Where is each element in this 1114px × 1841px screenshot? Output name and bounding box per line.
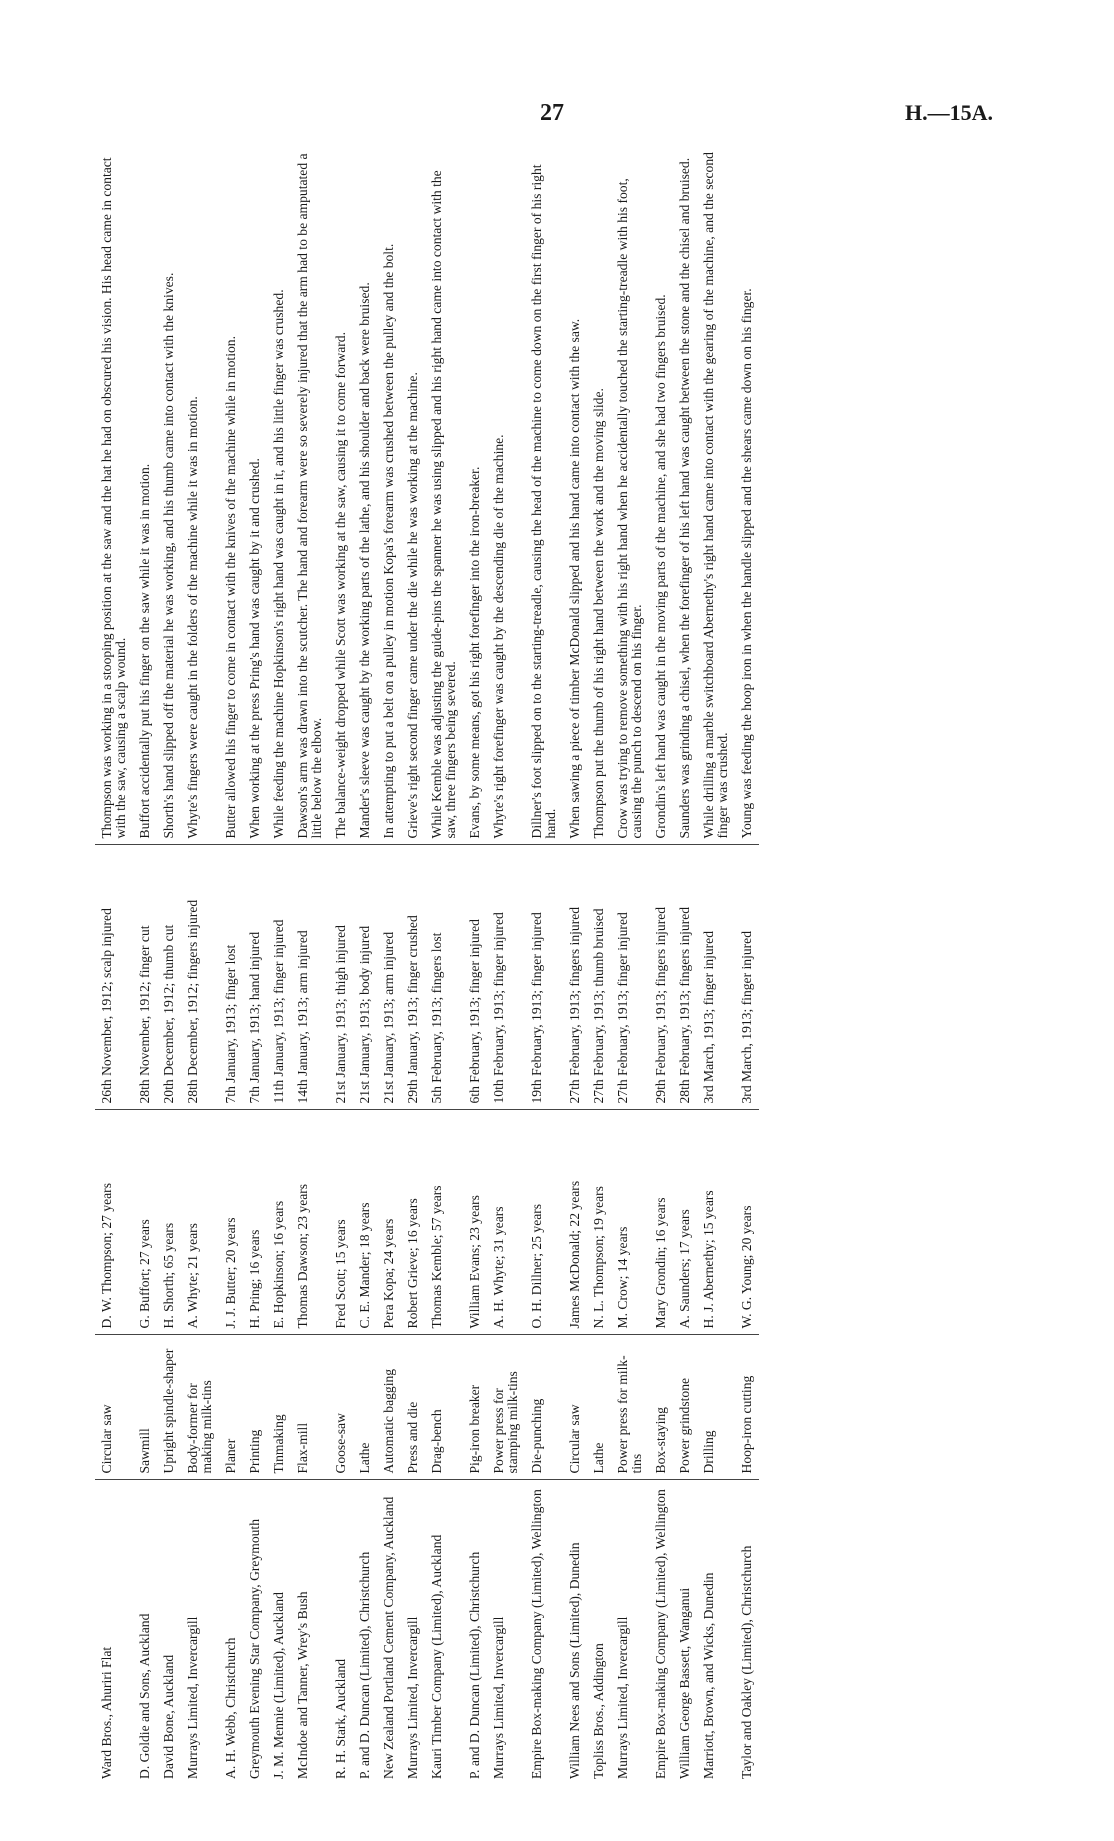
description-cell: Young was feeding the hoop iron in when the handle slipped and the shears came down on his finger. — [735, 145, 759, 845]
injured-person-cell: William Evans; 23 years — [463, 1110, 487, 1335]
employer-cell: Murrays Limited, Invercargill — [185, 1616, 200, 1779]
employer-cell: A. H. Webb, Christchurch — [223, 1637, 238, 1779]
injured-person-cell: W. G. Young; 20 years — [735, 1110, 759, 1335]
employer-cell: Topliss Bros., Addington — [591, 1643, 606, 1779]
description-cell: Shorth's hand slipped off the material he was working, and his thumb came into contact with the knives. — [157, 145, 181, 845]
machine-cell: Box-staying — [649, 1335, 673, 1480]
injured-person-cell: James McDonald; 22 years — [563, 1110, 587, 1335]
employer-cell: Taylor and Oakley (Limited), Christchurch — [739, 1545, 754, 1779]
description-cell: When sawing a piece of timber McDonald slipped and his hand came into contact with the saw. — [563, 145, 587, 845]
employer-cell: Murrays Limited, Invercargill — [615, 1616, 630, 1779]
accident-table-body — [95, 145, 759, 1785]
description-cell: Thompson was working in a stooping position at the saw and the hat he had on obscured his vision. His head came in contact with the saw, causing a scalp wound. — [95, 145, 133, 845]
machine-cell: Hoop-iron cutting — [735, 1335, 759, 1480]
injured-person-cell: N. L. Thompson; 19 years — [587, 1110, 611, 1335]
injured-person-cell: Thomas Dawson; 23 years — [291, 1110, 329, 1335]
description-cell: Saunders was grinding a chisel, when the forefinger of his left hand was caught between the stone and the chisel and bruised. — [673, 145, 697, 845]
description-cell: Whyte's fingers were caught in the folders of the machine while it was in motion. — [181, 145, 219, 845]
machine-cell: Lathe — [353, 1335, 377, 1480]
machine-cell: Planer — [219, 1335, 243, 1480]
table-row — [181, 145, 219, 1785]
machine-cell: Sawmill — [133, 1335, 157, 1480]
description-cell: Dillner's foot slipped on to the starting-treadle, causing the head of the machine to come down on the first finger of his right hand. — [525, 145, 563, 845]
machine-cell: Power grindstone — [673, 1335, 697, 1480]
table-row — [563, 145, 587, 1785]
description-cell: Dawson's arm was drawn into the scutcher. The hand and forearm were so severely injured that the arm had to be amputated a little below the elbow. — [291, 145, 329, 845]
machine-cell: Automatic bagging — [377, 1335, 401, 1480]
injured-person-cell: H. Shorth; 65 years — [157, 1110, 181, 1335]
injured-person-cell: C. E. Mander; 18 years — [353, 1110, 377, 1335]
description-cell: While drilling a marble switchboard Abernethy's right hand came into contact with the gearing of the machine, and the second finger was crushed. — [697, 145, 735, 845]
date-injury-cell: 27th February, 1913; thumb bruised — [587, 845, 611, 1110]
accident-table — [95, 145, 759, 1785]
machine-cell: Lathe — [587, 1335, 611, 1480]
machine-cell: Power press for stamping milk-tins — [487, 1335, 525, 1480]
machine-cell: Pig-iron breaker — [463, 1335, 487, 1480]
description-cell: Thompson put the thumb of his right hand between the work and the moving slide. — [587, 145, 611, 845]
date-injury-cell: 3rd March, 1913; finger injured — [697, 845, 735, 1110]
date-injury-cell: 20th December, 1912; thumb cut — [157, 845, 181, 1110]
injured-person-cell: Thomas Kemble; 57 years — [425, 1110, 463, 1335]
injured-person-cell: Pera Kopa; 24 years — [377, 1110, 401, 1335]
employer-cell: Ward Bros., Ahuriri Flat — [99, 1646, 114, 1779]
table-row — [95, 145, 133, 1785]
date-injury-cell: 21st January, 1913; body injured — [353, 845, 377, 1110]
table-row — [587, 145, 611, 1785]
injured-person-cell: A. Saunders; 17 years — [673, 1110, 697, 1335]
date-injury-cell: 10th February, 1913; finger injured — [487, 845, 525, 1110]
employer-cell: Murrays Limited, Invercargill — [491, 1616, 506, 1779]
machine-cell: Power press for milk-tins — [611, 1335, 649, 1480]
injured-person-cell: H. J. Abernethy; 15 years — [697, 1110, 735, 1335]
employer-cell: William George Bassett, Wanganui — [677, 1587, 692, 1779]
date-injury-cell: 29th February, 1913; fingers injured — [649, 845, 673, 1110]
injured-person-cell: J. J. Butter; 20 years — [219, 1110, 243, 1335]
machine-cell: Press and die — [401, 1335, 425, 1480]
employer-cell: D. Goldie and Sons, Auckland — [137, 1613, 152, 1779]
date-injury-cell: 7th January, 1913; hand injured — [243, 845, 267, 1110]
employer-cell: Empire Box-making Company (Limited), Wellington — [529, 1489, 544, 1779]
date-injury-cell: 27th February, 1913; finger injured — [611, 845, 649, 1110]
table-row — [735, 145, 759, 1785]
date-injury-cell: 21st January, 1913; arm injured — [377, 845, 401, 1110]
table-row — [267, 145, 291, 1785]
table-row — [463, 145, 487, 1785]
employer-cell: New Zealand Portland Cement Company, Auckland — [381, 1496, 396, 1779]
machine-cell: Circular saw — [563, 1335, 587, 1480]
description-cell: While feeding the machine Hopkinson's right hand was caught in it, and his little finger was crushed. — [267, 145, 291, 845]
page-number: 27 — [540, 100, 564, 126]
employer-cell: Empire Box-making Company (Limited), Wellington — [653, 1489, 668, 1779]
description-cell: Buffort accidentally put his finger on the saw while it was in motion. — [133, 145, 157, 845]
description-cell: Whyte's right forefinger was caught by the descending die of the machine. — [487, 145, 525, 845]
injured-person-cell: G. Buffort; 27 years — [133, 1110, 157, 1335]
employer-cell: J. M. Mennie (Limited), Auckland — [271, 1592, 286, 1779]
table-row — [329, 145, 353, 1785]
injured-person-cell: Mary Grondin; 16 years — [649, 1110, 673, 1335]
date-injury-cell: 28th December, 1912; fingers injured — [181, 845, 219, 1110]
table-row — [133, 145, 157, 1785]
injured-person-cell: E. Hopkinson; 16 years — [267, 1110, 291, 1335]
employer-cell: William Nees and Sons (Limited), Dunedin — [567, 1542, 582, 1779]
injured-person-cell: D. W. Thompson; 27 years — [95, 1110, 133, 1335]
date-injury-cell: 29th January, 1913; finger crushed — [401, 845, 425, 1110]
employer-cell: R. H. Stark, Auckland — [333, 1658, 348, 1779]
date-injury-cell: 3rd March, 1913; finger injured — [735, 845, 759, 1110]
machine-cell: Goose-saw — [329, 1335, 353, 1480]
table-row — [611, 145, 649, 1785]
date-injury-cell: 7th January, 1913; finger lost — [219, 845, 243, 1110]
employer-cell: David Bone, Auckland — [161, 1654, 176, 1779]
description-cell: Grondin's left hand was caught in the moving parts of the machine, and she had two fingers bruised. — [649, 145, 673, 845]
table-row — [425, 145, 463, 1785]
rotated-table-wrapper — [95, 145, 1035, 1785]
table-row — [353, 145, 377, 1785]
injured-person-cell: Robert Grieve; 16 years — [401, 1110, 425, 1335]
employer-cell: Kauri Timber Company (Limited), Auckland — [429, 1534, 444, 1779]
description-cell: While Kemble was adjusting the guide-pins the spanner he was using slipped and his right hand came into contact with the saw, three fingers being severed. — [425, 145, 463, 845]
description-cell: The balance-weight dropped while Scott was working at the saw, causing it to come forward. — [329, 145, 353, 845]
injured-person-cell: H. Pring; 16 years — [243, 1110, 267, 1335]
machine-cell: Drilling — [697, 1335, 735, 1480]
date-injury-cell: 27th February, 1913; fingers injured — [563, 845, 587, 1110]
description-cell: In attempting to put a belt on a pulley in motion Kopa's forearm was crushed between the pulley and the bolt. — [377, 145, 401, 845]
machine-cell: Body-former for making milk-tins — [181, 1335, 219, 1480]
table-row — [487, 145, 525, 1785]
description-cell: Mander's sleeve was caught by the working parts of the lathe, and his shoulder and back were bruised. — [353, 145, 377, 845]
table-row — [673, 145, 697, 1785]
machine-cell: Upright spindle-shaper — [157, 1335, 181, 1480]
date-injury-cell: 19th February, 1913; finger injured — [525, 845, 563, 1110]
date-injury-cell: 5th February, 1913; fingers lost — [425, 845, 463, 1110]
injured-person-cell: A. Whyte; 21 years — [181, 1110, 219, 1335]
description-cell: Grieve's right second finger came under the die while he was working at the machine. — [401, 145, 425, 845]
table-row — [697, 145, 735, 1785]
description-cell: Evans, by some means, got his right forefinger into the iron-breaker. — [463, 145, 487, 845]
date-injury-cell: 14th January, 1913; arm injured — [291, 845, 329, 1110]
machine-cell: Die-punching — [525, 1335, 563, 1480]
description-cell: Butter allowed his finger to come in contact with the knives of the machine while in motion. — [219, 145, 243, 845]
machine-cell: Drag-bench — [425, 1335, 463, 1480]
injured-person-cell: O. H. Dillner; 25 years — [525, 1110, 563, 1335]
machine-cell: Printing — [243, 1335, 267, 1480]
machine-cell: Tinmaking — [267, 1335, 291, 1480]
description-cell: Crow was trying to remove something with his right hand when he accidentally touched the starting-treadle with his foot, causing the punch to descend on his finger. — [611, 145, 649, 845]
table-row — [649, 145, 673, 1785]
description-cell: When working at the press Pring's hand was caught by it and crushed. — [243, 145, 267, 845]
table-row — [377, 145, 401, 1785]
date-injury-cell: 26th November, 1912; scalp injured — [95, 845, 133, 1110]
employer-cell: P. and D. Duncan (Limited), Christchurch — [357, 1551, 372, 1779]
employer-cell: Murrays Limited, Invercargill — [405, 1616, 420, 1779]
employer-cell: Marriott, Brown, and Wicks, Dunedin — [701, 1572, 716, 1779]
employer-cell: P. and D. Duncan (Limited), Christchurch — [467, 1551, 482, 1779]
injured-person-cell: M. Crow; 14 years — [611, 1110, 649, 1335]
table-row — [219, 145, 243, 1785]
parliamentary-paper-reference: H.—15A. — [905, 100, 993, 125]
date-injury-cell: 28th November, 1912; finger cut — [133, 845, 157, 1110]
table-row — [157, 145, 181, 1785]
injured-person-cell: A. H. Whyte; 31 years — [487, 1110, 525, 1335]
date-injury-cell: 6th February, 1913; finger injured — [463, 845, 487, 1110]
date-injury-cell: 11th January, 1913; finger injured — [267, 845, 291, 1110]
employer-cell: Greymouth Evening Star Company, Greymouth — [247, 1519, 262, 1779]
table-row — [525, 145, 563, 1785]
injured-person-cell: Fred Scott; 15 years — [329, 1110, 353, 1335]
table-row — [291, 145, 329, 1785]
table-row — [243, 145, 267, 1785]
date-injury-cell: 21st January, 1913; thigh injured — [329, 845, 353, 1110]
table-row — [401, 145, 425, 1785]
date-injury-cell: 28th February, 1913; fingers injured — [673, 845, 697, 1110]
machine-cell: Circular saw — [95, 1335, 133, 1480]
employer-cell: McIndoe and Tanner, Wrey's Bush — [295, 1591, 310, 1779]
machine-cell: Flax-mill — [291, 1335, 329, 1480]
